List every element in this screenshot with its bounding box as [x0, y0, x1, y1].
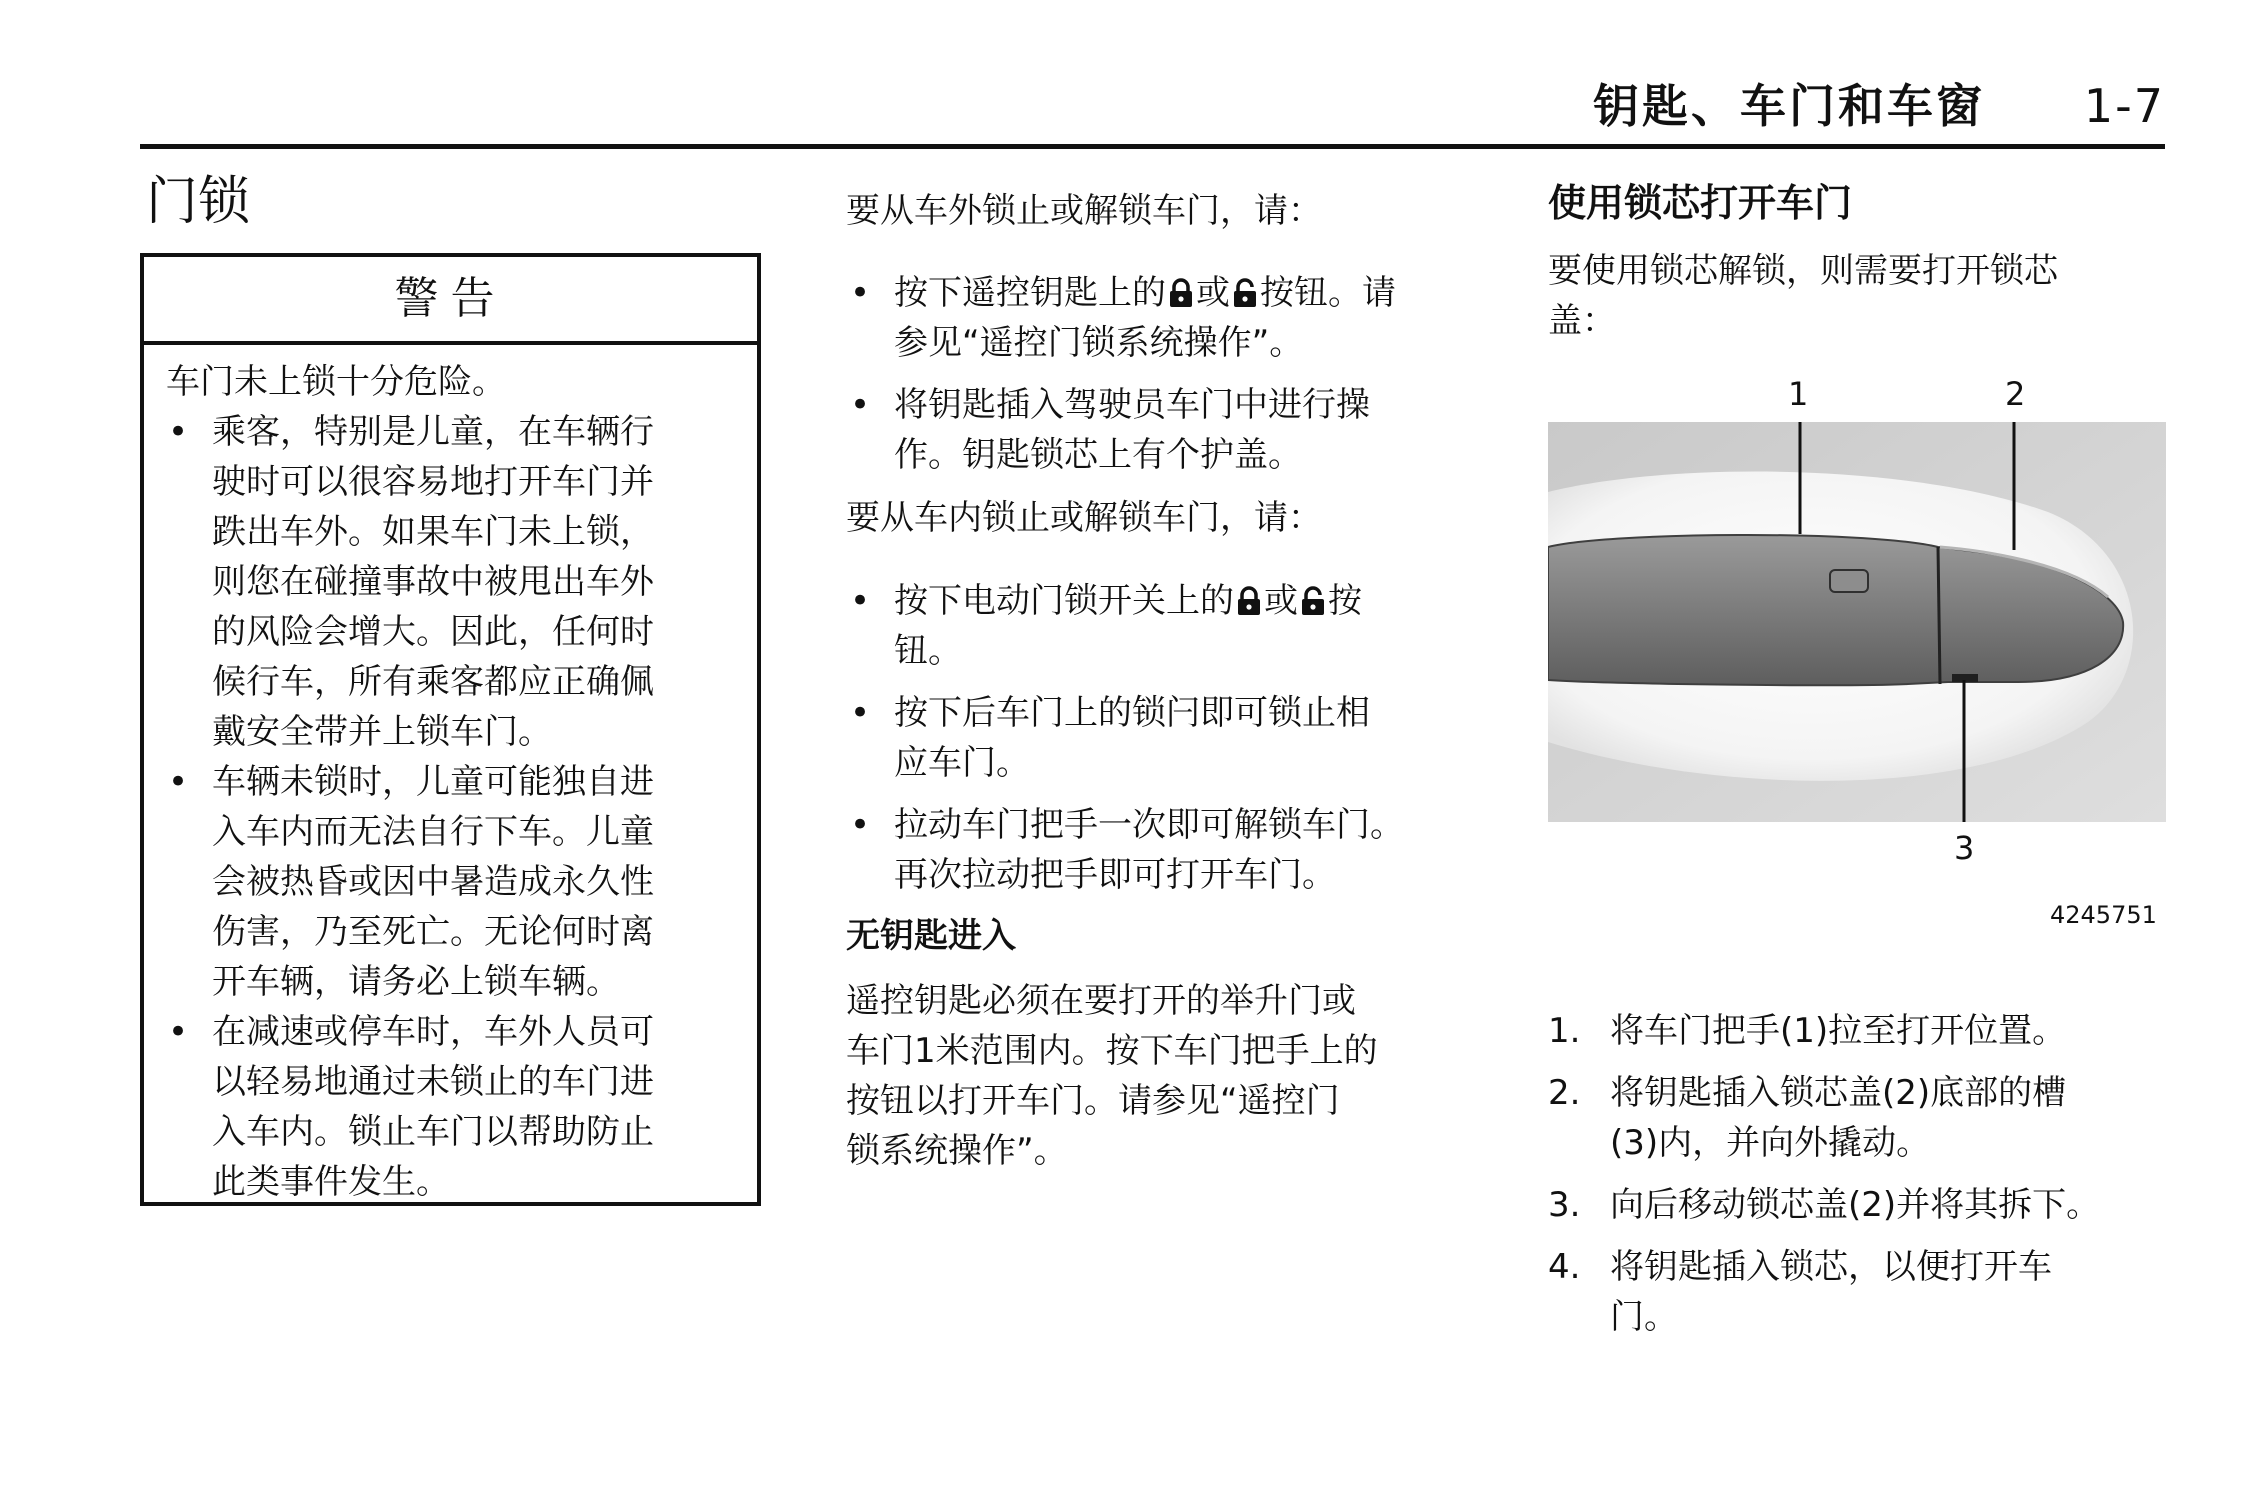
step-number: 3. [1548, 1185, 1581, 1225]
warning-item [166, 1007, 735, 1207]
door-locks-title: 门锁 [146, 172, 251, 232]
door-handle-figure [1548, 422, 2166, 822]
warning-line: 会被热昏或因中暑造成永久性 [212, 862, 654, 902]
keyless-entry-title: 无钥匙进入 [846, 916, 1016, 956]
bullet: • [850, 805, 871, 845]
warning-line: 入车内。锁止车门以帮助防止 [212, 1112, 654, 1152]
list-item [846, 576, 1471, 676]
inside-intro: 要从车内锁止或解锁车门，请： [846, 498, 1322, 538]
cylinder-steps [1548, 1006, 2168, 1354]
figure-id: 4245751 [2050, 901, 2157, 929]
door-handle-illustration [1548, 422, 2166, 822]
warning-line: 车辆未锁时，儿童可能独自进 [212, 762, 654, 802]
outside-steps [846, 268, 1471, 492]
inside-steps [846, 576, 1471, 912]
warning-box [140, 253, 761, 1206]
outside-intro: 要从车外锁止或解锁车门，请： [846, 191, 1322, 231]
list-text: 按 [1328, 581, 1362, 621]
callout-3: 3 [1954, 829, 1975, 867]
list-text: 按下遥控钥匙上的 [894, 273, 1166, 313]
keyless-entry-text [846, 976, 1471, 1176]
list-item [846, 688, 1471, 788]
warning-heading: 警告 [144, 257, 757, 345]
warning-line: 以轻易地通过未锁止的车门进 [212, 1062, 654, 1102]
list-line [894, 576, 1471, 626]
warning-line: 跌出车外。如果车门未上锁， [212, 512, 654, 552]
list-line: 参见“遥控门锁系统操作”。 [894, 323, 1304, 363]
warning-line: 驶时可以很容易地打开车门并 [212, 462, 654, 502]
paragraph-line: 要使用锁芯解锁，则需要打开锁芯 [1548, 251, 2058, 291]
paragraph-line: 锁系统操作”。 [846, 1131, 1068, 1171]
warning-line: 此类事件发生。 [212, 1162, 450, 1202]
lock-cylinder-title: 使用锁芯打开车门 [1548, 181, 1853, 225]
list-line: 再次拉动把手即可打开车门。 [894, 855, 1336, 895]
bullet: • [850, 581, 871, 621]
list-text: 或 [1264, 581, 1298, 621]
callout-2: 2 [2005, 375, 2026, 413]
lock-cylinder-intro [1548, 246, 2168, 346]
header-rule [140, 144, 2165, 149]
warning-line: 在减速或停车时，车外人员可 [212, 1012, 654, 1052]
warning-line: 戴安全带并上锁车门。 [212, 712, 552, 752]
list-line: 门。 [1610, 1297, 1678, 1337]
bullet: • [850, 385, 871, 425]
callout-1: 1 [1788, 375, 1809, 413]
list-item [846, 268, 1471, 368]
warning-line: 入车内而无法自行下车。儿童 [212, 812, 654, 852]
list-line: 向后移动锁芯盖(2)并将其拆下。 [1610, 1185, 2101, 1225]
step-number: 4. [1548, 1247, 1581, 1287]
warning-line: 乘客，特别是儿童，在车辆行 [212, 412, 654, 452]
warning-line: 则您在碰撞事故中被甩出车外 [212, 562, 654, 602]
list-line: 将钥匙插入驾驶员车门中进行操 [894, 385, 1370, 425]
lock-icon [1168, 278, 1194, 308]
paragraph-line: 按钮以打开车门。请参见“遥控门 [846, 1081, 1340, 1121]
list-item [846, 380, 1471, 480]
unlock-icon [1232, 278, 1258, 308]
list-item [1548, 1242, 2168, 1342]
warning-line: 的风险会增大。因此，任何时 [212, 612, 654, 652]
paragraph-line: 车门1米范围内。按下车门把手上的 [846, 1031, 1378, 1071]
page-number: 1-7 [2083, 79, 2165, 133]
paragraph-line: 遥控钥匙必须在要打开的举升门或 [846, 981, 1356, 1021]
bullet: • [168, 412, 189, 452]
list-text: 按下电动门锁开关上的 [894, 581, 1234, 621]
list-item [846, 800, 1471, 900]
list-line: 作。钥匙锁芯上有个护盖。 [894, 435, 1302, 475]
warning-line: 伤害，乃至死亡。无论何时离 [212, 912, 654, 952]
list-text: 按钮。请 [1260, 273, 1396, 313]
warning-intro: 车门未上锁十分危险。 [166, 362, 506, 402]
list-item [1548, 1006, 2168, 1056]
step-number: 1. [1548, 1011, 1581, 1051]
section-title: 钥匙、车门和车窗 [1593, 79, 1985, 133]
bullet: • [168, 1012, 189, 1052]
bullet: • [850, 273, 871, 313]
warning-item [166, 757, 735, 1007]
list-line: 将车门把手(1)拉至打开位置。 [1610, 1011, 2067, 1051]
list-line: (3)内，并向外撬动。 [1610, 1123, 1931, 1163]
list-line: 钮。 [894, 631, 962, 671]
warning-item [166, 407, 735, 757]
lock-icon [1236, 586, 1262, 616]
list-line: 将钥匙插入锁芯，以便打开车 [1610, 1247, 2052, 1287]
step-number: 2. [1548, 1073, 1581, 1113]
list-item [1548, 1180, 2168, 1230]
list-line [894, 268, 1471, 318]
list-line: 将钥匙插入锁芯盖(2)底部的槽 [1610, 1073, 2067, 1113]
list-line: 拉动车门把手一次即可解锁车门。 [894, 805, 1404, 845]
bullet: • [850, 693, 871, 733]
list-line: 应车门。 [894, 743, 1030, 783]
list-text: 或 [1196, 273, 1230, 313]
warning-line: 开车辆，请务必上锁车辆。 [212, 962, 620, 1002]
unlock-icon [1300, 586, 1326, 616]
paragraph-line: 盖： [1548, 301, 1616, 341]
bullet: • [168, 762, 189, 802]
list-item [1548, 1068, 2168, 1168]
warning-line: 候行车，所有乘客都应正确佩 [212, 662, 654, 702]
list-line: 按下后车门上的锁闩即可锁止相 [894, 693, 1370, 733]
